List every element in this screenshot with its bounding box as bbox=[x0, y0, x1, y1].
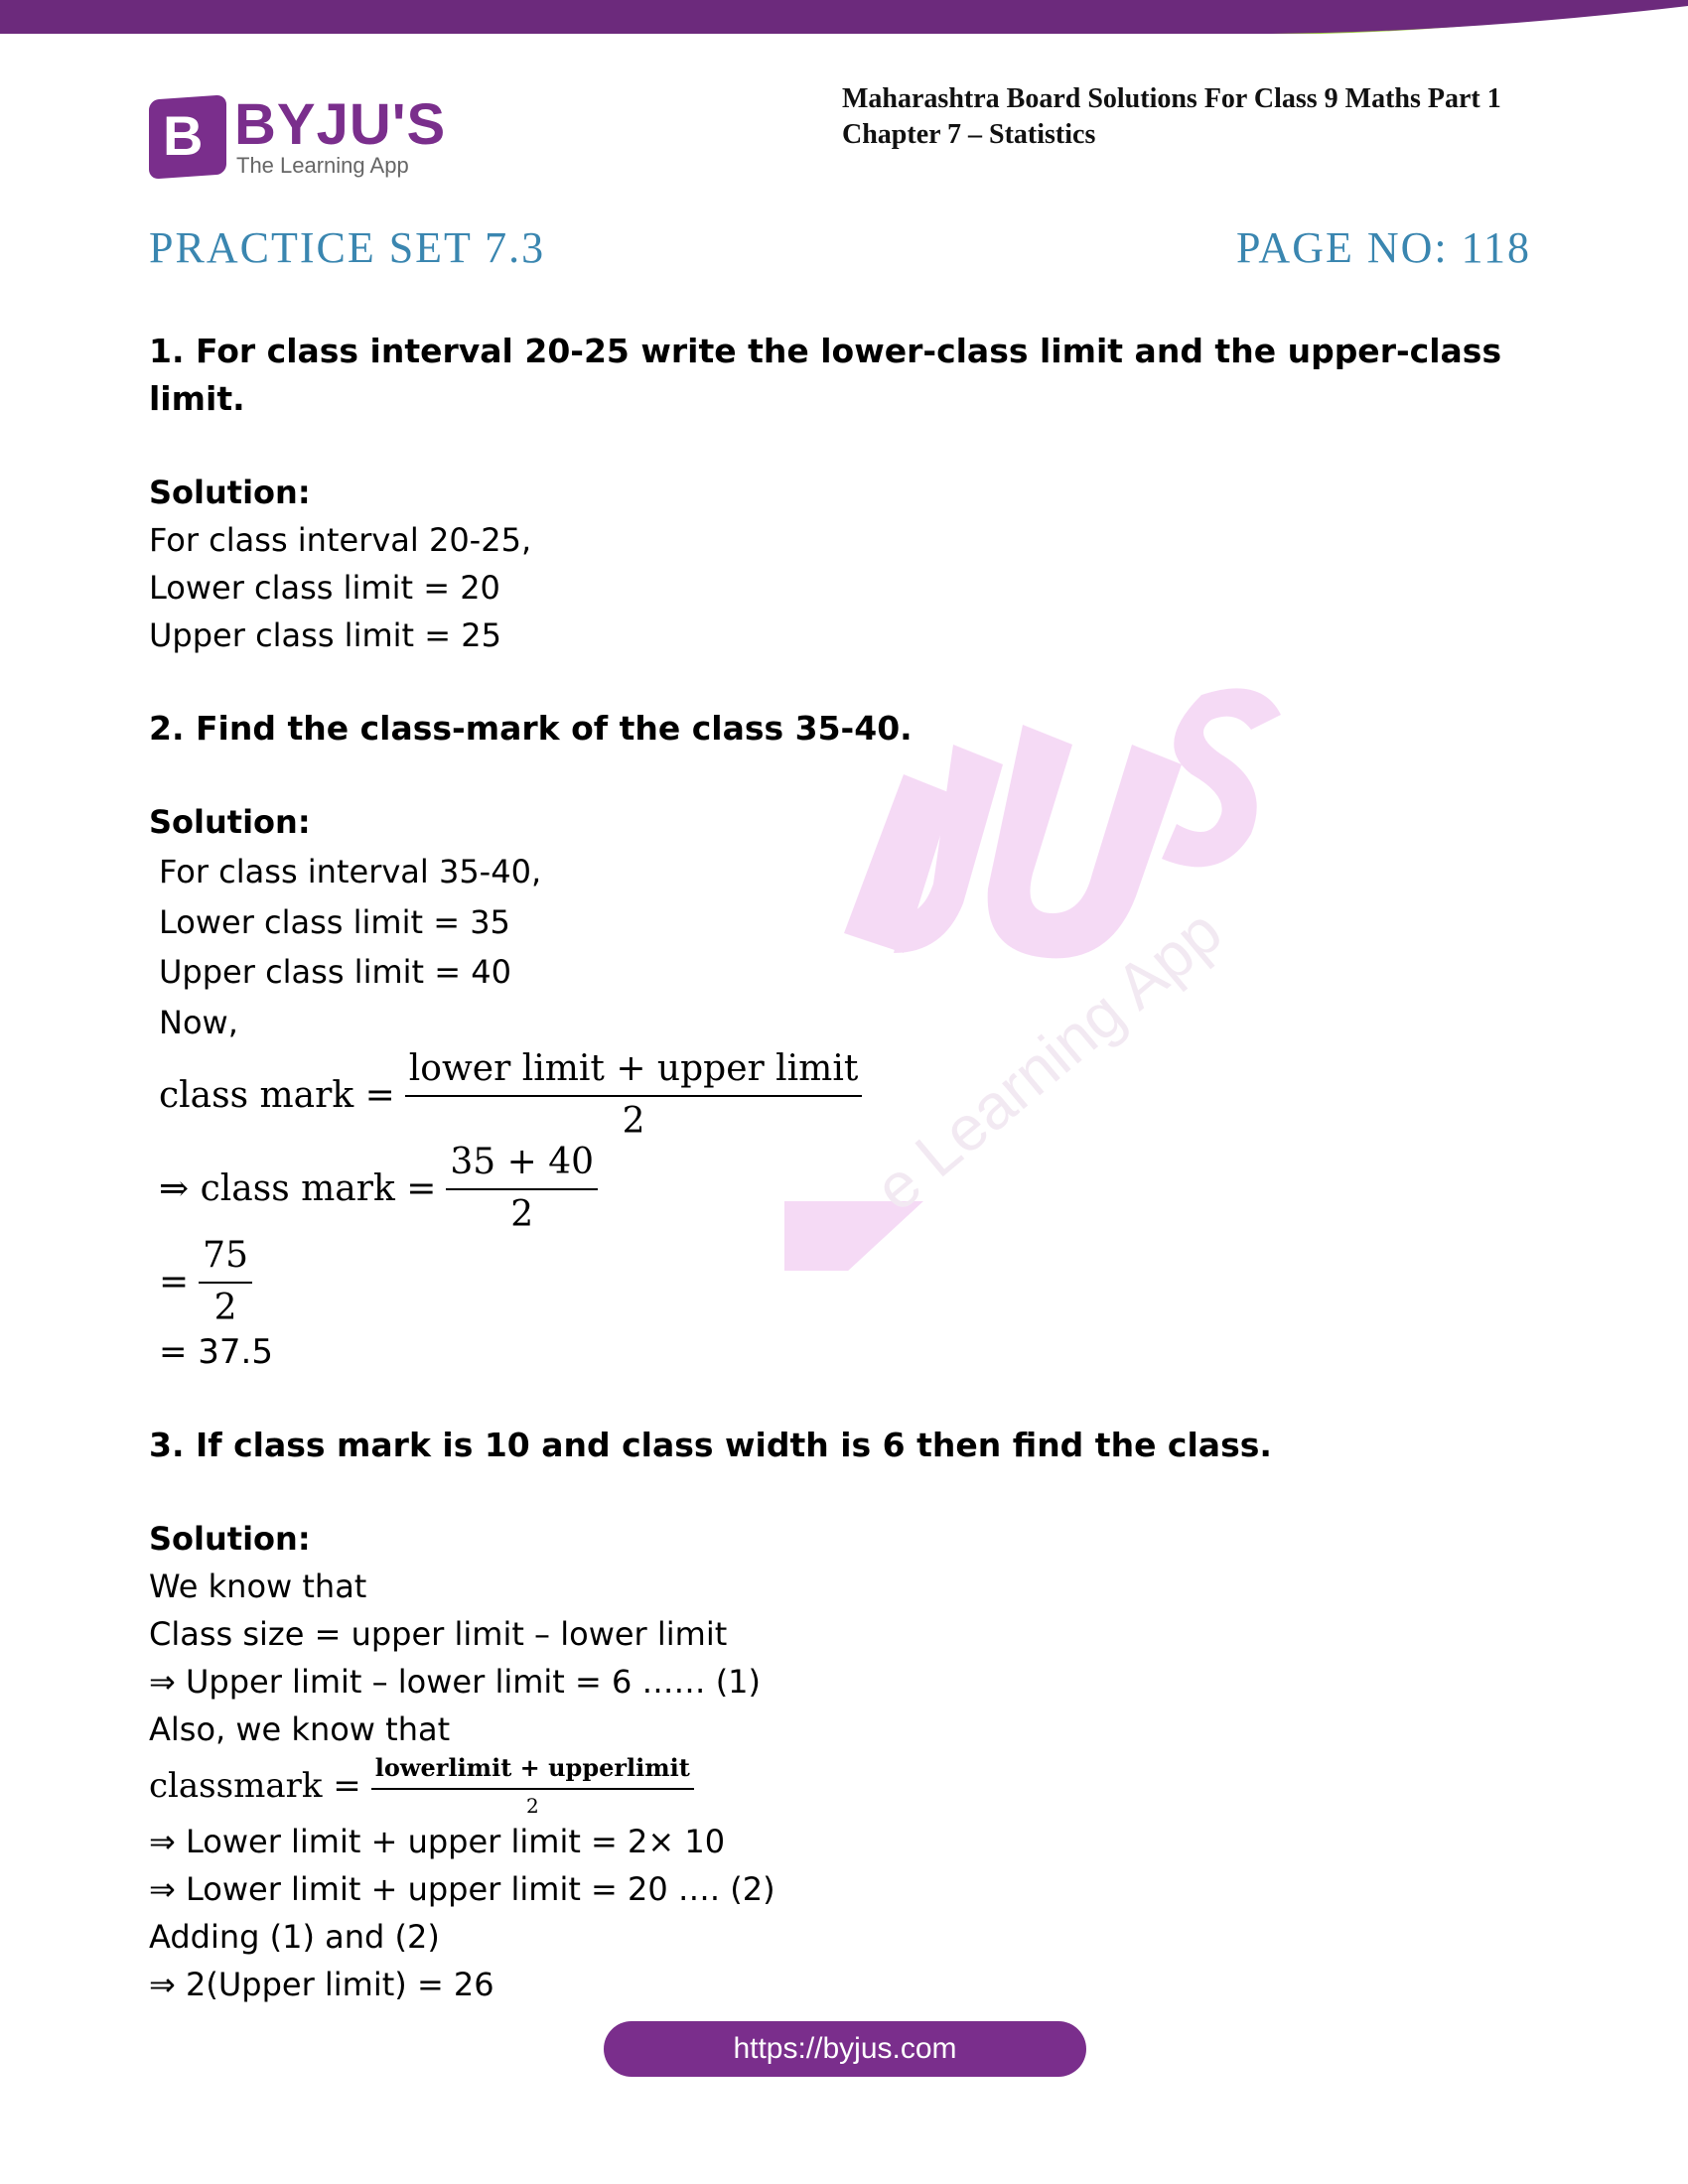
formula-fraction bbox=[405, 1048, 863, 1142]
formula-lhs: class mark = bbox=[159, 1074, 395, 1116]
step2-lhs: = bbox=[159, 1261, 190, 1302]
formula-denominator: 2 bbox=[622, 1101, 645, 1142]
step2-fraction bbox=[199, 1235, 252, 1328]
class-mark-result: = 37.5 bbox=[159, 1332, 273, 1372]
class-mark-step-2 bbox=[159, 1235, 1539, 1328]
q1-line-2: Lower class limit = 20 bbox=[149, 569, 500, 607]
practice-set-title: PRACTICE SET 7.3 bbox=[149, 223, 546, 272]
class-mark-formula bbox=[159, 1048, 1539, 1142]
formula2-lhs: classmark = bbox=[149, 1765, 361, 1806]
q2-line-2: Lower class limit = 35 bbox=[159, 903, 510, 941]
solution-label-3: Solution: bbox=[149, 1520, 311, 1558]
chapter-line: Chapter 7 – Statistics bbox=[842, 119, 1096, 150]
board-line: Maharashtra Board Solutions For Class 9 Maths Part 1 bbox=[842, 83, 1501, 114]
logo-b-glyph: B bbox=[163, 104, 204, 167]
byjus-logo bbox=[149, 92, 447, 181]
q1-line-1: For class interval 20-25, bbox=[149, 521, 532, 559]
page-number: PAGE NO: 118 bbox=[1235, 223, 1531, 272]
q1-line-3: Upper class limit = 25 bbox=[149, 616, 501, 654]
content-body bbox=[149, 328, 1539, 2008]
step1-lhs: ⇒ class mark = bbox=[159, 1167, 437, 1209]
svg-text:e Learning App: e Learning App bbox=[861, 894, 1235, 1225]
q2-line-3: Upper class limit = 40 bbox=[159, 953, 511, 991]
q2-line-1: For class interval 35-40, bbox=[159, 853, 542, 890]
question-2: 2. Find the class-mark of the class 35-40. bbox=[149, 709, 913, 748]
q3-line-6: ⇒ Lower limit + upper limit = 20 …. (2) bbox=[149, 1870, 775, 1908]
formula2-denominator: 2 bbox=[525, 1794, 539, 1818]
document-header bbox=[842, 81, 1501, 153]
top-header-band bbox=[0, 0, 1688, 60]
question-3: 3. If class mark is 10 and class width is 6 then find the class. bbox=[149, 1426, 1272, 1464]
q3-line-1: We know that bbox=[149, 1568, 367, 1605]
q3-line-3: ⇒ Upper limit – lower limit = 6 …… (1) bbox=[149, 1663, 762, 1701]
solution-label-2: Solution: bbox=[149, 803, 311, 841]
solution-label-1: Solution: bbox=[149, 474, 311, 511]
formula2-fraction bbox=[371, 1753, 694, 1818]
q3-line-8: ⇒ 2(Upper limit) = 26 bbox=[149, 1966, 494, 2003]
step1-denominator: 2 bbox=[510, 1194, 534, 1235]
logo-tagline: The Learning App bbox=[236, 153, 409, 178]
step2-numerator: 75 bbox=[199, 1235, 252, 1284]
q3-line-2: Class size = upper limit – lower limit bbox=[149, 1615, 728, 1653]
class-mark-step-1 bbox=[159, 1142, 1539, 1235]
q3-line-5: ⇒ Lower limit + upper limit = 2× 10 bbox=[149, 1823, 726, 1860]
q3-line-4: Also, we know that bbox=[149, 1710, 451, 1748]
q2-line-4: Now, bbox=[159, 1004, 238, 1041]
footer-url-link[interactable]: https://byjus.com bbox=[604, 2021, 1086, 2077]
step1-numerator: 35 + 40 bbox=[446, 1142, 598, 1190]
q3-line-7: Adding (1) and (2) bbox=[149, 1918, 440, 1956]
formula-numerator: lower limit + upper limit bbox=[405, 1048, 863, 1097]
logo-brand-name: BYJU'S bbox=[234, 92, 447, 157]
formula2-numerator: lowerlimit + upperlimit bbox=[371, 1753, 694, 1790]
question-1: 1. For class interval 20-25 write the lower-class limit and the upper-class limit. bbox=[149, 332, 1502, 418]
step2-denominator: 2 bbox=[213, 1288, 237, 1328]
classmark-formula-2 bbox=[149, 1753, 1539, 1818]
step1-fraction bbox=[446, 1142, 598, 1235]
